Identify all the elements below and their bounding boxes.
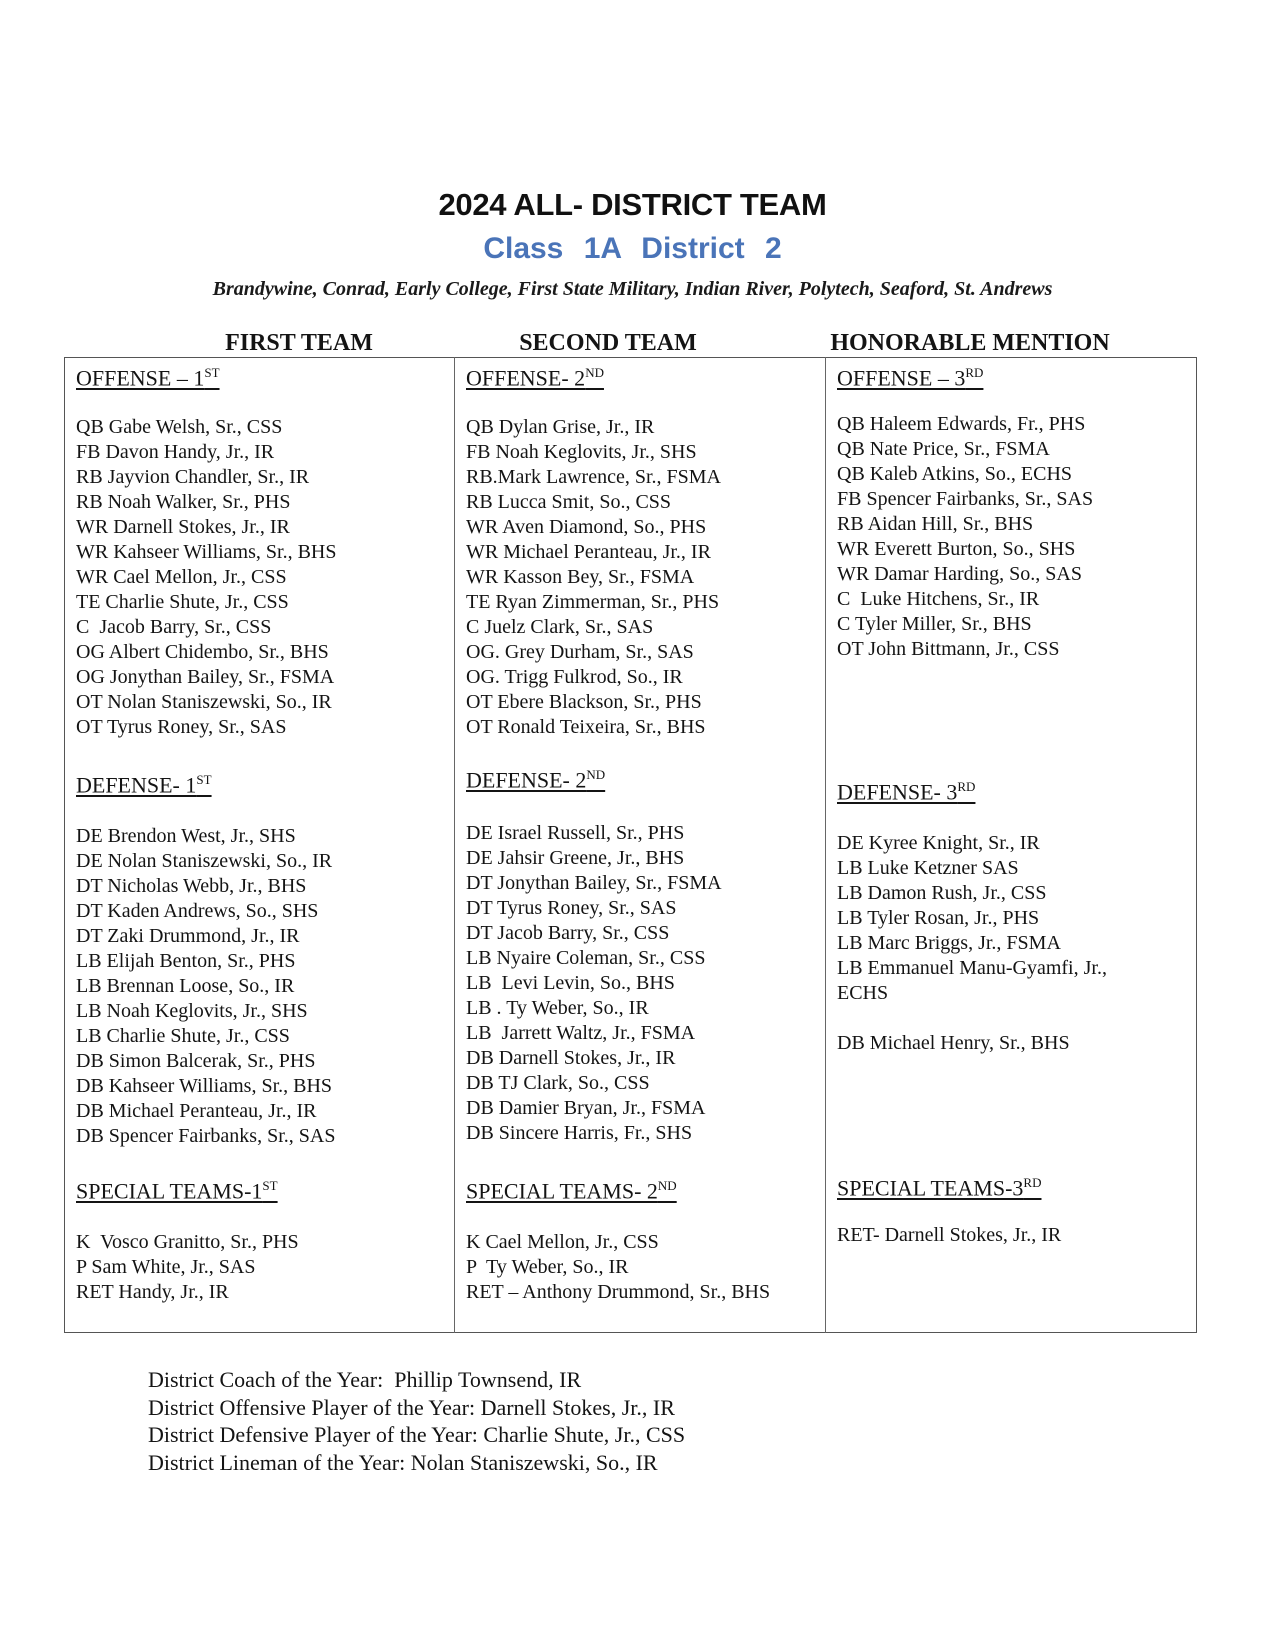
column-header-honorable-mention: HONORABLE MENTION — [830, 330, 1110, 356]
player-entry: DE Brendon West, Jr., SHS — [76, 825, 296, 847]
player-entry: C Tyler Miller, Sr., BHS — [837, 613, 1032, 635]
player-entry: DT Tyrus Roney, Sr., SAS — [466, 897, 677, 919]
player-entry: RB Noah Walker, Sr., PHS — [76, 491, 291, 513]
player-entry: DB Michael Peranteau, Jr., IR — [76, 1100, 317, 1122]
player-entry: WR Kahseer Williams, Sr., BHS — [76, 541, 337, 563]
award-offensive-player-of-year: District Offensive Player of the Year: Darnell Stokes, Jr., IR — [148, 1394, 675, 1420]
column-divider — [454, 357, 455, 1333]
player-entry: LB Elijah Benton, Sr., PHS — [76, 950, 296, 972]
player-entry: DB Spencer Fairbanks, Sr., SAS — [76, 1125, 336, 1147]
player-entry: LB Luke Ketzner SAS — [837, 857, 1019, 879]
player-entry: OG Jonythan Bailey, Sr., FSMA — [76, 666, 335, 688]
player-entry: OG. Grey Durham, Sr., SAS — [466, 641, 694, 663]
player-entry: LB Jarrett Waltz, Jr., FSMA — [466, 1022, 696, 1044]
player-entry: C Jacob Barry, Sr., CSS — [76, 616, 272, 638]
player-entry: RB Lucca Smit, So., CSS — [466, 491, 672, 513]
district-label: District 2 — [641, 232, 782, 265]
offense-3rd-list — [837, 412, 1093, 662]
player-entry: FB Davon Handy, Jr., IR — [76, 441, 275, 463]
section-heading-defense-3rd: DEFENSE- 3RD — [837, 779, 976, 805]
player-entry: RET- Darnell Stokes, Jr., IR — [837, 1224, 1062, 1246]
player-entry: FB Noah Keglovits, Jr., SHS — [466, 441, 697, 463]
section-heading-offense-2nd: OFFENSE- 2ND — [466, 365, 604, 391]
special-teams-1st-list — [76, 1230, 299, 1305]
player-entry: DT Zaki Drummond, Jr., IR — [76, 925, 300, 947]
player-entry: DE Israel Russell, Sr., PHS — [466, 822, 685, 844]
player-entry: K Cael Mellon, Jr., CSS — [466, 1231, 659, 1253]
column-header-second-team: SECOND TEAM — [519, 330, 697, 356]
player-entry: OG. Trigg Fulkrod, So., IR — [466, 666, 683, 688]
offense-2nd-list — [466, 415, 721, 740]
player-entry: LB Tyler Rosan, Jr., PHS — [837, 907, 1040, 929]
section-heading-special-teams-2nd: SPECIAL TEAMS- 2ND — [466, 1178, 677, 1204]
player-entry: RET Handy, Jr., IR — [76, 1281, 229, 1303]
player-entry: DB Michael Henry, Sr., BHS — [837, 1032, 1070, 1054]
player-entry: OT Ebere Blackson, Sr., PHS — [466, 691, 702, 713]
player-entry — [837, 1006, 1107, 1031]
section-heading-offense-3rd: OFFENSE – 3RD — [837, 365, 984, 391]
section-heading-defense-1st: DEFENSE- 1ST — [76, 772, 212, 798]
column-divider — [825, 357, 826, 1333]
player-entry: K Vosco Granitto, Sr., PHS — [76, 1231, 299, 1253]
document-title: 2024 ALL- DISTRICT TEAM — [438, 187, 827, 222]
player-entry: RB Jayvion Chandler, Sr., IR — [76, 466, 310, 488]
column-header-first-team: FIRST TEAM — [225, 330, 373, 356]
player-entry: WR Damar Harding, So., SAS — [837, 563, 1082, 585]
player-entry: DB Darnell Stokes, Jr., IR — [466, 1047, 676, 1069]
player-entry: TE Charlie Shute, Jr., CSS — [76, 591, 289, 613]
player-entry: OT Ronald Teixeira, Sr., BHS — [466, 716, 706, 738]
player-entry: OT John Bittmann, Jr., CSS — [837, 638, 1060, 660]
section-heading-special-teams-3rd: SPECIAL TEAMS-3RD — [837, 1175, 1042, 1201]
section-heading-defense-2nd: DEFENSE- 2ND — [466, 767, 606, 793]
player-entry: LB Emmanuel Manu-Gyamfi, Jr., — [837, 957, 1107, 979]
player-entry: DE Kyree Knight, Sr., IR — [837, 832, 1040, 854]
player-entry: RB Aidan Hill, Sr., BHS — [837, 513, 1034, 535]
player-entry: LB . Ty Weber, So., IR — [466, 997, 649, 1019]
district-awards — [148, 1366, 685, 1476]
player-entry: LB Nyaire Coleman, Sr., CSS — [466, 947, 706, 969]
offense-1st-list — [76, 415, 336, 740]
class-label: Class 1A — [483, 232, 621, 265]
player-entry: QB Nate Price, Sr., FSMA — [837, 438, 1050, 460]
player-entry: OT Nolan Staniszewski, So., IR — [76, 691, 332, 713]
special-teams-3rd-list — [837, 1223, 1061, 1248]
player-entry: WR Cael Mellon, Jr., CSS — [76, 566, 287, 588]
player-entry: ECHS — [837, 982, 889, 1004]
player-entry: WR Darnell Stokes, Jr., IR — [76, 516, 290, 538]
player-entry: DT Nicholas Webb, Jr., BHS — [76, 875, 307, 897]
player-entry: DE Jahsir Greene, Jr., BHS — [466, 847, 685, 869]
player-entry: P Sam White, Jr., SAS — [76, 1256, 256, 1278]
player-entry: DB Damier Bryan, Jr., FSMA — [466, 1097, 706, 1119]
player-entry: TE Ryan Zimmerman, Sr., PHS — [466, 591, 720, 613]
defense-1st-list — [76, 824, 335, 1149]
class-district-subtitle — [0, 232, 1265, 266]
player-entry: WR Michael Peranteau, Jr., IR — [466, 541, 711, 563]
player-entry: FB Spencer Fairbanks, Sr., SAS — [837, 488, 1094, 510]
schools-list: Brandywine, Conrad, Early College, First State Military, Indian River, Polytech, Seaford, St. Andrews — [212, 278, 1053, 300]
player-entry: C Luke Hitchens, Sr., IR — [837, 588, 1040, 610]
player-entry: LB Brennan Loose, So., IR — [76, 975, 295, 997]
section-heading-special-teams-1st: SPECIAL TEAMS-1ST — [76, 1178, 278, 1204]
award-coach-of-year: District Coach of the Year: Phillip Townsend, IR — [148, 1367, 582, 1392]
player-entry: DB TJ Clark, So., CSS — [466, 1072, 650, 1094]
player-entry: WR Everett Burton, So., SHS — [837, 538, 1076, 560]
player-entry: DB Kahseer Williams, Sr., BHS — [76, 1075, 333, 1097]
award-lineman-of-year: District Lineman of the Year: Nolan Staniszewski, So., IR — [148, 1449, 658, 1475]
player-entry: DB Simon Balcerak, Sr., PHS — [76, 1050, 316, 1072]
player-entry: WR Kasson Bey, Sr., FSMA — [466, 566, 695, 588]
player-entry: QB Gabe Welsh, Sr., CSS — [76, 416, 283, 438]
player-entry: DT Jacob Barry, Sr., CSS — [466, 922, 670, 944]
player-entry: LB Marc Briggs, Jr., FSMA — [837, 932, 1061, 954]
defense-3rd-list — [837, 831, 1107, 1056]
player-entry: DB Sincere Harris, Fr., SHS — [466, 1122, 693, 1144]
player-entry: LB Damon Rush, Jr., CSS — [837, 882, 1047, 904]
player-entry: DT Kaden Andrews, So., SHS — [76, 900, 319, 922]
player-entry: RET – Anthony Drummond, Sr., BHS — [466, 1281, 771, 1303]
player-entry: DT Jonythan Bailey, Sr., FSMA — [466, 872, 722, 894]
player-entry: LB Levi Levin, So., BHS — [466, 972, 675, 994]
player-entry: QB Haleem Edwards, Fr., PHS — [837, 413, 1086, 435]
player-entry: OG Albert Chidembo, Sr., BHS — [76, 641, 329, 663]
award-defensive-player-of-year: District Defensive Player of the Year: Charlie Shute, Jr., CSS — [148, 1422, 686, 1447]
player-entry: QB Kaleb Atkins, So., ECHS — [837, 463, 1073, 485]
section-heading-offense-1st: OFFENSE – 1ST — [76, 365, 220, 391]
player-entry: RB.Mark Lawrence, Sr., FSMA — [466, 466, 721, 488]
player-entry: WR Aven Diamond, So., PHS — [466, 516, 707, 538]
player-entry: P Ty Weber, So., IR — [466, 1256, 629, 1278]
special-teams-2nd-list — [466, 1230, 770, 1305]
player-entry: LB Noah Keglovits, Jr., SHS — [76, 1000, 308, 1022]
player-entry: DE Nolan Staniszewski, So., IR — [76, 850, 333, 872]
defense-2nd-list — [466, 821, 722, 1146]
player-entry: LB Charlie Shute, Jr., CSS — [76, 1025, 290, 1047]
player-entry: OT Tyrus Roney, Sr., SAS — [76, 716, 287, 738]
player-entry: C Juelz Clark, Sr., SAS — [466, 616, 654, 638]
player-entry: QB Dylan Grise, Jr., IR — [466, 416, 655, 438]
